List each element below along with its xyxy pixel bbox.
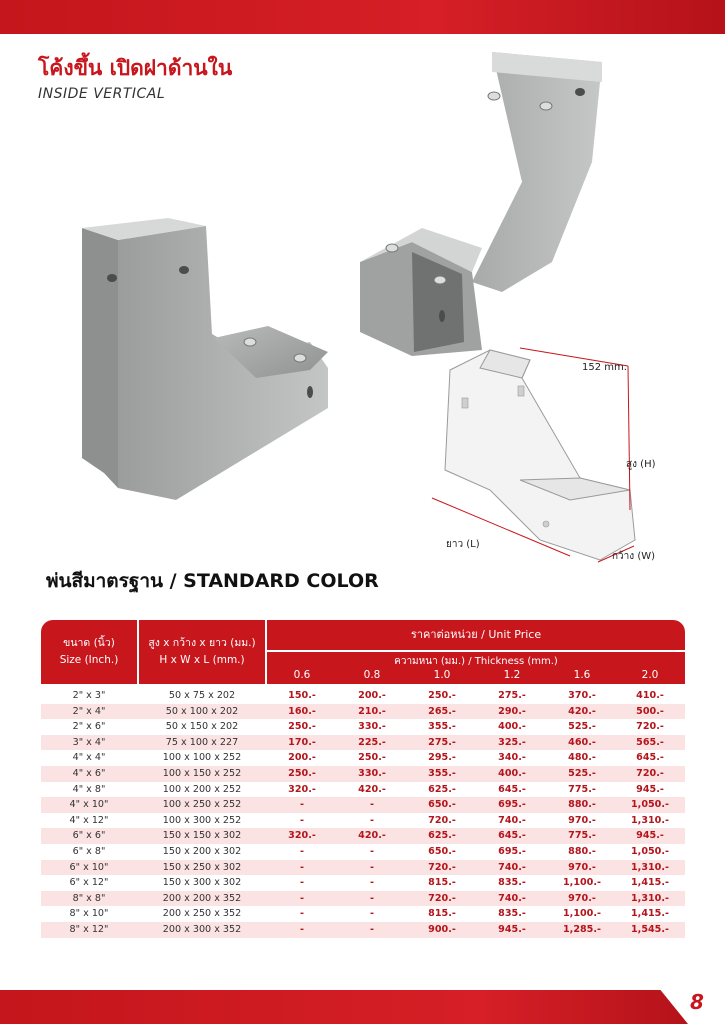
dimension-cell: 200 x 200 x 352: [162, 892, 242, 904]
price-cell: -: [370, 923, 374, 935]
size-cell: 8" x 10": [69, 908, 109, 920]
price-cell: 645.-: [498, 783, 526, 795]
price-cell: -: [300, 892, 304, 904]
price-cell: -: [370, 861, 374, 873]
price-cell: 650.-: [428, 799, 456, 811]
size-cell: 8" x 8": [72, 892, 106, 904]
section-title: พ่นสีมาตรฐาน / STANDARD COLOR: [46, 570, 379, 592]
price-cell: 695.-: [498, 845, 526, 857]
size-cell: 4" x 10": [69, 799, 109, 811]
dimension-cell: 75 x 100 x 227: [165, 736, 239, 748]
page-title-thai: โค้งขึ้น เปิดฝาด้านใน: [38, 56, 233, 80]
size-cell: 4" x 12": [69, 814, 109, 826]
price-cell: 330.-: [358, 767, 386, 779]
thickness-col-1: 0.8: [363, 669, 381, 681]
price-cell: 250.-: [288, 721, 316, 733]
price-cell: 1,415.-: [631, 877, 669, 889]
table-row: [41, 828, 685, 844]
price-cell: -: [370, 877, 374, 889]
price-cell: -: [300, 799, 304, 811]
price-cell: 650.-: [428, 845, 456, 857]
dimension-cell: 100 x 100 x 252: [162, 752, 242, 764]
size-cell: 4" x 4": [72, 752, 106, 764]
price-table: [41, 620, 685, 935]
thickness-col-4: 1.6: [573, 669, 591, 681]
price-cell: 1,050.-: [631, 799, 669, 811]
size-cell: 6" x 6": [72, 830, 106, 842]
price-cell: 775.-: [568, 830, 596, 842]
size-cell: 6" x 12": [69, 877, 109, 889]
price-cell: 945.-: [498, 923, 526, 935]
table-row: [41, 766, 685, 782]
price-cell: 695.-: [498, 799, 526, 811]
dimension-cell: 200 x 250 x 352: [162, 908, 242, 920]
price-cell: 740.-: [498, 814, 526, 826]
price-cell: 320.-: [288, 830, 316, 842]
table-row: [41, 735, 685, 751]
price-cell: -: [300, 877, 304, 889]
price-cell: 945.-: [636, 830, 664, 842]
price-cell: 480.-: [568, 752, 596, 764]
price-cell: 1,310.-: [631, 861, 669, 873]
dimension-cell: 50 x 150 x 202: [165, 721, 239, 733]
dimension-cell: 100 x 150 x 252: [162, 767, 242, 779]
dimension-header-thai: สูง x กว้าง x ยาว (มม.): [148, 637, 256, 649]
size-cell: 8" x 12": [69, 923, 109, 935]
price-cell: -: [300, 861, 304, 873]
price-cell: 420.-: [358, 783, 386, 795]
price-cell: -: [370, 845, 374, 857]
price-cell: 720.-: [428, 814, 456, 826]
price-cell: 170.-: [288, 736, 316, 748]
unit-price-header: ราคาต่อหน่วย / Unit Price: [267, 620, 685, 650]
dimension-diagram: [420, 340, 670, 570]
price-cell: 775.-: [568, 783, 596, 795]
price-cell: 720.-: [428, 892, 456, 904]
size-cell: 2" x 4": [72, 705, 106, 717]
size-cell: 3" x 4": [72, 736, 106, 748]
price-cell: 250.-: [288, 767, 316, 779]
bottom-banner: [0, 990, 688, 1024]
table-row: [41, 750, 685, 766]
price-cell: 210.-: [358, 705, 386, 717]
price-cell: 275.-: [498, 690, 526, 701]
price-cell: 320.-: [288, 783, 316, 795]
dimension-cell: 50 x 75 x 202: [168, 690, 236, 701]
thickness-col-3: 1.2: [503, 669, 521, 681]
thickness-col-5: 2.0: [641, 669, 659, 681]
page-subtitle-english: INSIDE VERTICAL: [38, 86, 166, 102]
dimension-cell: 150 x 150 x 302: [162, 830, 242, 842]
thickness-header-label: ความหนา (มม.) / Thickness (mm.): [394, 656, 558, 667]
table-header: [41, 620, 685, 684]
dimension-cell: 100 x 200 x 252: [162, 783, 242, 795]
price-cell: 525.-: [568, 721, 596, 733]
dimension-cell: 100 x 250 x 252: [162, 799, 242, 811]
height-label: สูง (H): [626, 459, 656, 470]
price-cell: 970.-: [568, 814, 596, 826]
price-cell: 265.-: [428, 705, 456, 717]
dimension-column-header: [139, 620, 265, 684]
price-cell: 970.-: [568, 892, 596, 904]
size-cell: 4" x 8": [72, 783, 106, 795]
price-cell: -: [300, 923, 304, 935]
price-cell: 525.-: [568, 767, 596, 779]
price-cell: 740.-: [498, 892, 526, 904]
price-cell: 295.-: [428, 752, 456, 764]
table-row: [41, 860, 685, 876]
price-cell: 355.-: [428, 721, 456, 733]
size-cell: 2" x 6": [72, 721, 106, 733]
price-cell: 460.-: [568, 736, 596, 748]
price-cell: 740.-: [498, 861, 526, 873]
dimension-header-english: H x W x L (mm.): [159, 654, 245, 666]
price-cell: 330.-: [358, 721, 386, 733]
price-cell: 970.-: [568, 861, 596, 873]
price-cell: 720.-: [636, 721, 664, 733]
top-banner: [0, 0, 725, 34]
price-cell: 1,050.-: [631, 845, 669, 857]
table-row: [41, 875, 685, 891]
product-photo-right: [352, 52, 612, 356]
thickness-col-0: 0.6: [293, 669, 311, 681]
price-cell: 1,100.-: [563, 908, 601, 920]
price-cell: 1,415.-: [631, 908, 669, 920]
price-cell: 250.-: [358, 752, 386, 764]
price-cell: 200.-: [288, 752, 316, 764]
price-cell: 200.-: [358, 690, 386, 701]
price-cell: 340.-: [498, 752, 526, 764]
thickness-header: [267, 652, 685, 684]
dimension-cell: 150 x 300 x 302: [162, 877, 242, 889]
size-header-thai: ขนาด (นิ้ว): [63, 637, 115, 649]
price-cell: 410.-: [636, 690, 664, 701]
product-photo-left: [78, 218, 338, 500]
price-cell: 625.-: [428, 783, 456, 795]
price-cell: 645.-: [498, 830, 526, 842]
size-cell: 6" x 10": [69, 861, 109, 873]
price-cell: 370.-: [568, 690, 596, 701]
price-cell: 1,285.-: [563, 923, 601, 935]
price-cell: 275.-: [428, 736, 456, 748]
price-cell: -: [370, 892, 374, 904]
price-cell: 565.-: [636, 736, 664, 748]
price-cell: 835.-: [498, 908, 526, 920]
price-cell: 250.-: [428, 690, 456, 701]
price-cell: -: [300, 845, 304, 857]
table-row: [41, 813, 685, 829]
price-cell: 150.-: [288, 690, 316, 701]
price-cell: 1,310.-: [631, 892, 669, 904]
price-cell: -: [370, 814, 374, 826]
thickness-columns: [267, 669, 685, 683]
price-cell: 720.-: [636, 767, 664, 779]
price-cell: 420.-: [358, 830, 386, 842]
price-cell: 225.-: [358, 736, 386, 748]
dimension-top-label: 152 mm.: [582, 362, 627, 373]
price-cell: 420.-: [568, 705, 596, 717]
price-cell: 400.-: [498, 767, 526, 779]
table-row: [41, 719, 685, 735]
dimension-cell: 100 x 300 x 252: [162, 814, 242, 826]
table-row: [41, 844, 685, 860]
size-cell: 4" x 6": [72, 767, 106, 779]
price-cell: 290.-: [498, 705, 526, 717]
length-label: ยาว (L): [446, 539, 480, 550]
table-body: [41, 688, 685, 938]
price-cell: 880.-: [568, 799, 596, 811]
price-cell: -: [370, 799, 374, 811]
table-row: [41, 922, 685, 938]
table-row: [41, 906, 685, 922]
price-cell: 500.-: [636, 705, 664, 717]
price-cell: 945.-: [636, 783, 664, 795]
size-cell: 6" x 8": [72, 845, 106, 857]
price-cell: 400.-: [498, 721, 526, 733]
price-cell: 815.-: [428, 877, 456, 889]
table-row: [41, 704, 685, 720]
table-row: [41, 797, 685, 813]
dimension-cell: 150 x 250 x 302: [162, 861, 242, 873]
dimension-cell: 50 x 100 x 202: [165, 705, 239, 717]
size-column-header: [41, 620, 137, 684]
price-cell: -: [300, 908, 304, 920]
dimension-cell: 200 x 300 x 352: [162, 923, 242, 935]
price-cell: 1,310.-: [631, 814, 669, 826]
price-cell: -: [300, 814, 304, 826]
thickness-col-2: 1.0: [433, 669, 451, 681]
size-cell: 2" x 3": [72, 690, 106, 701]
price-cell: 720.-: [428, 861, 456, 873]
price-cell: 645.-: [636, 752, 664, 764]
price-cell: 835.-: [498, 877, 526, 889]
price-cell: 880.-: [568, 845, 596, 857]
page-number: 8: [690, 990, 704, 1014]
table-row: [41, 688, 685, 704]
price-cell: 325.-: [498, 736, 526, 748]
price-cell: 900.-: [428, 923, 456, 935]
price-cell: -: [370, 908, 374, 920]
dimension-cell: 150 x 200 x 302: [162, 845, 242, 857]
price-cell: 815.-: [428, 908, 456, 920]
price-cell: 625.-: [428, 830, 456, 842]
size-header-english: Size (Inch.): [59, 654, 119, 666]
table-row: [41, 782, 685, 798]
price-cell: 1,545.-: [631, 923, 669, 935]
price-cell: 355.-: [428, 767, 456, 779]
width-label: กว้าง (W): [612, 551, 656, 562]
price-cell: 1,100.-: [563, 877, 601, 889]
price-cell: 160.-: [288, 705, 316, 717]
table-row: [41, 891, 685, 907]
